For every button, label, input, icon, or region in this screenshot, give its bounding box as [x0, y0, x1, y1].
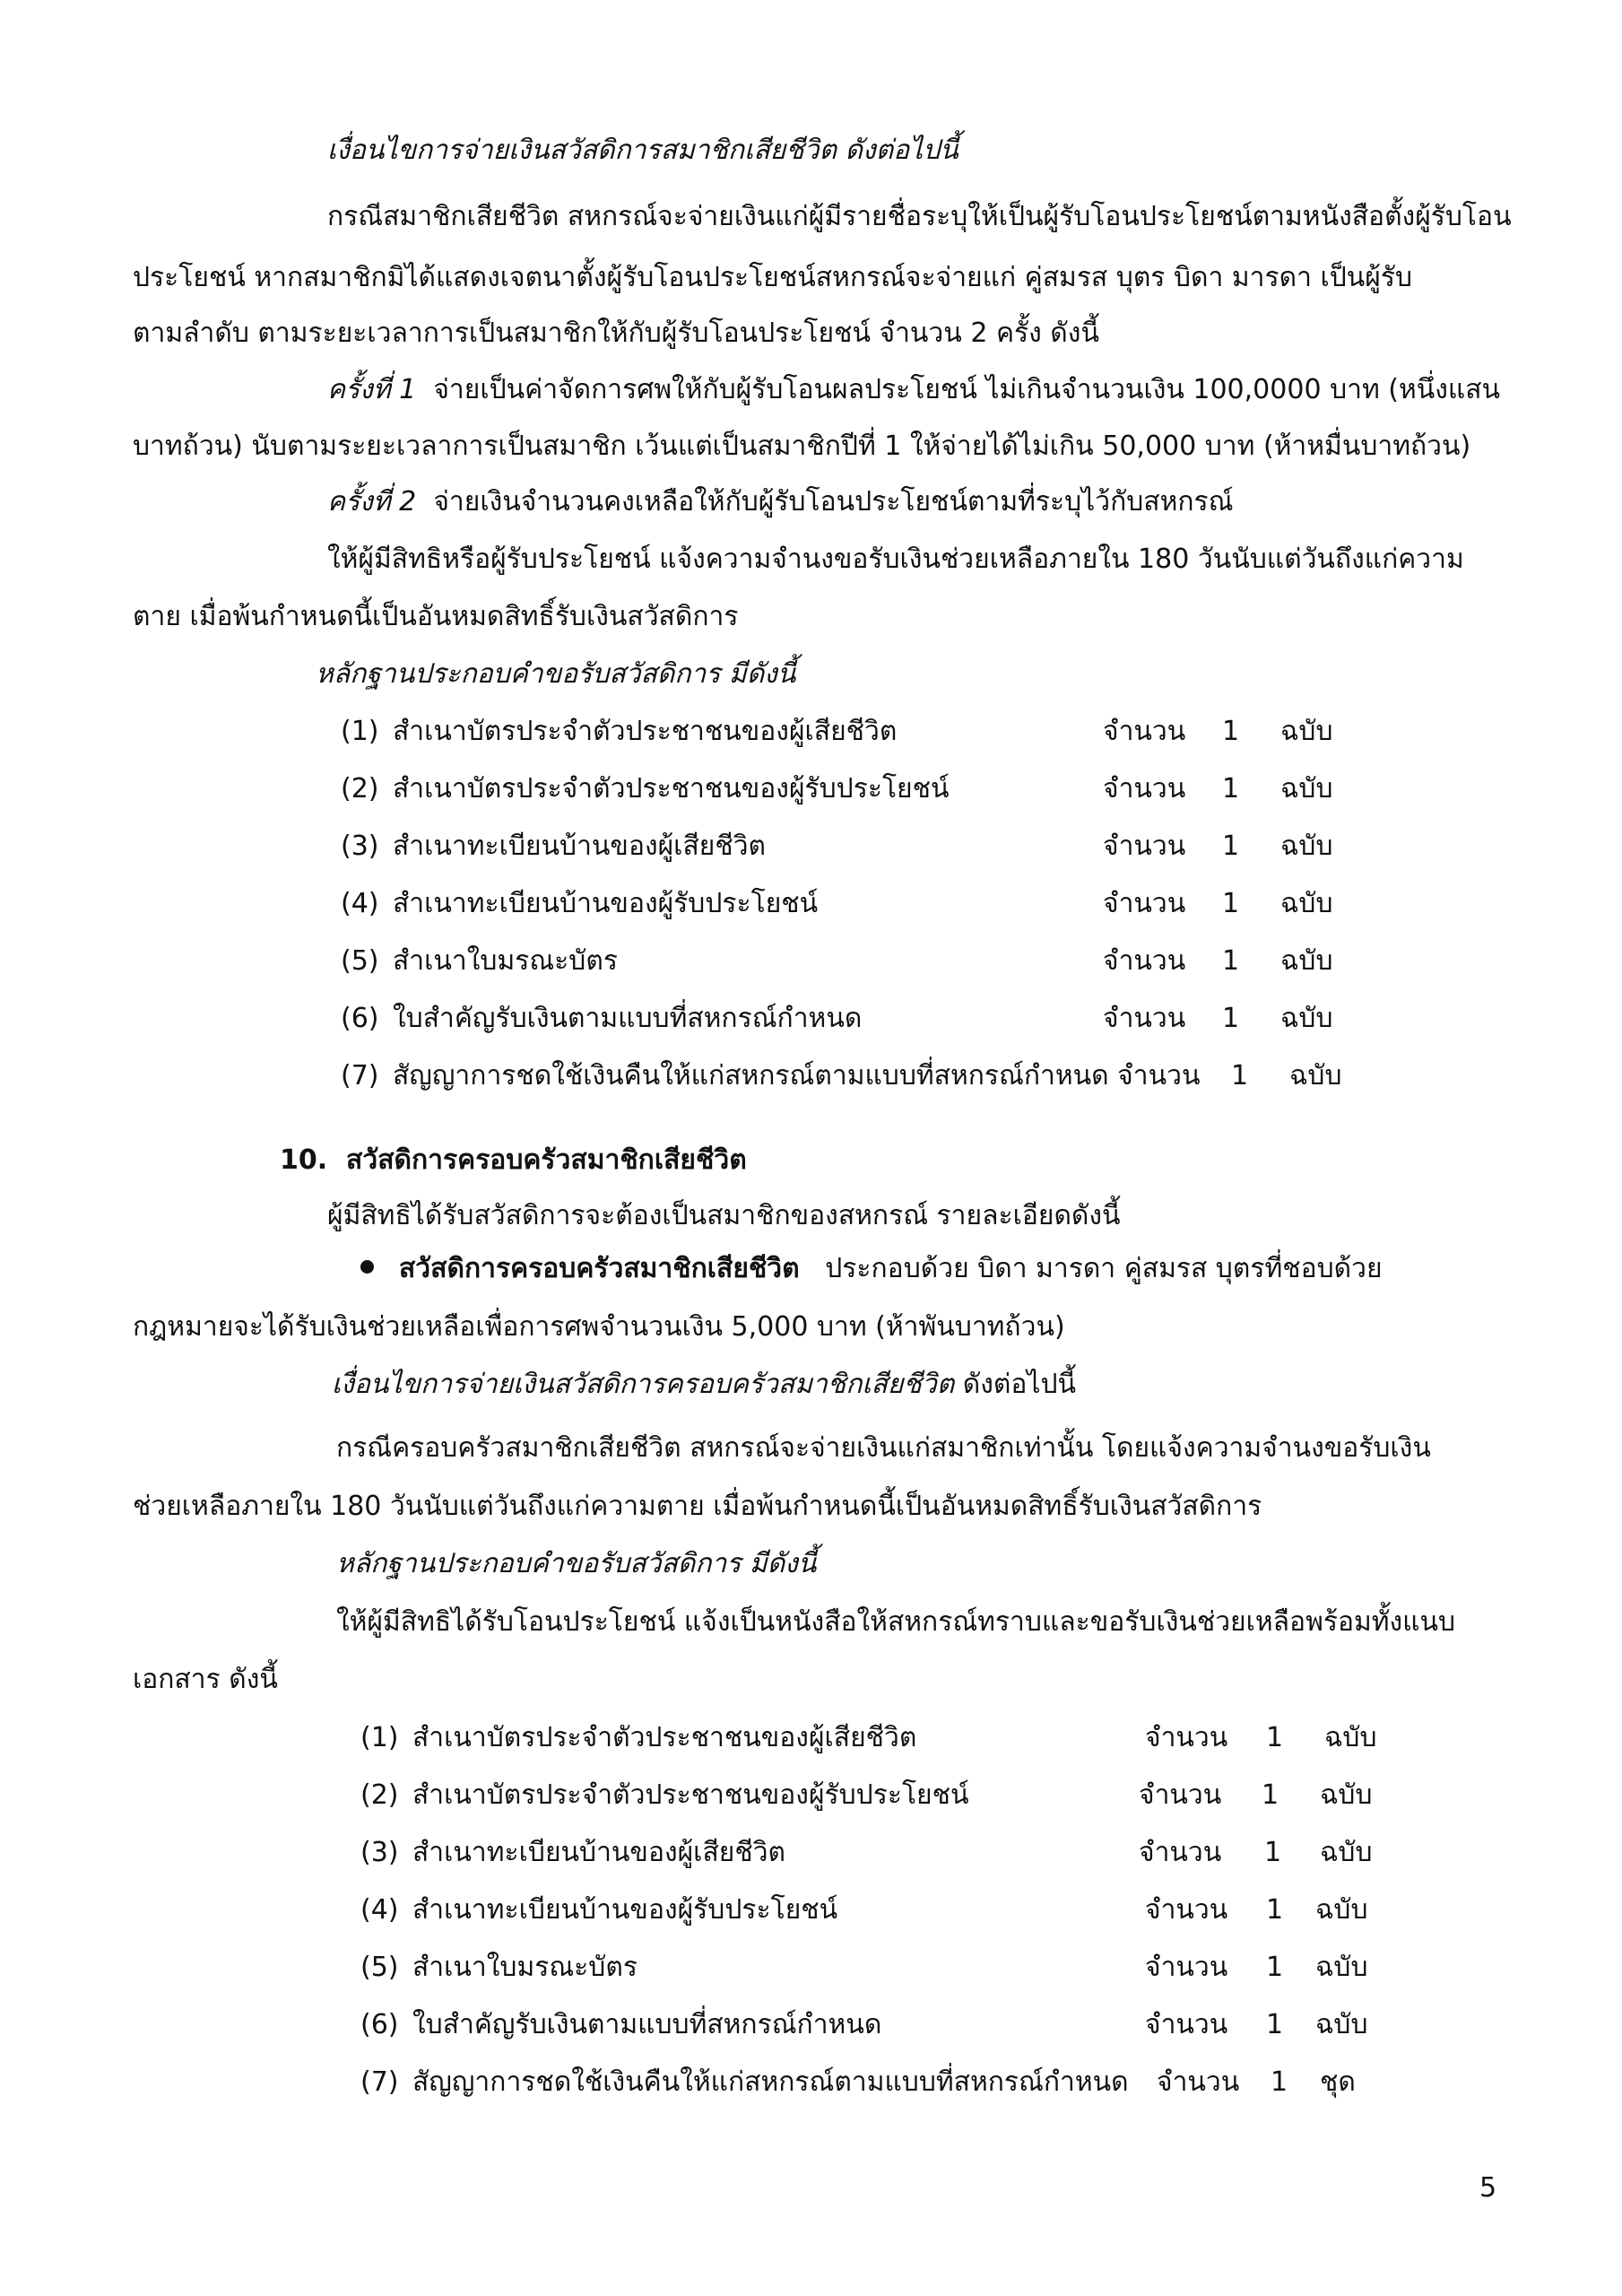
document-text: ใบสำคัญรับเงินตามแบบที่สหกรณ์กำหนด [393, 1003, 863, 1034]
quantity-value: 1 [1264, 1837, 1282, 1868]
document-number: (5) [360, 1952, 399, 1983]
document-text: สำเนาทะเบียนบ้านของผู้เสียชีวิต [412, 1837, 786, 1868]
section-10-intro: ผู้มีสิทธิได้รับสวัสดิการจะต้องเป็นสมาชิกของสหกรณ์ รายละเอียดดังนี้ [327, 1200, 1121, 1231]
quantity-unit: ฉบับ [1280, 831, 1333, 862]
quantity-label: จำนวน [1103, 773, 1186, 804]
bullet-icon [360, 1260, 374, 1274]
quantity-unit: ฉบับ [1320, 1837, 1373, 1868]
page-number: 5 [1479, 2172, 1497, 2204]
payment-time-2 [327, 484, 1233, 520]
bullet-bold-text: สวัสดิการครอบครัวสมาชิกเสียชีวิต [399, 1253, 800, 1284]
payment-time-2-label: ครั้งที่ 2 [327, 486, 417, 517]
quantity-value: 1 [1271, 2066, 1288, 2098]
family-condition-heading [332, 1367, 1076, 1403]
document-number: (2) [360, 1779, 399, 1811]
document-text: สัญญาการชดใช้เงินคืนให้แก่สหกรณ์ตามแบบที่สหกรณ์กำหนด [412, 2066, 1129, 2098]
paragraph-line: ตาย เมื่อพ้นกำหนดนี้เป็นอันหมดสิทธิ์รับเงินสวัสดิการ [133, 601, 739, 632]
quantity-value: 1 [1222, 773, 1240, 804]
document-text: สำเนาบัตรประจำตัวประชาชนของผู้เสียชีวิต [393, 716, 898, 747]
evidence-heading: หลักฐานประกอบคำขอรับสวัสดิการ มีดังนี้ [336, 1548, 817, 1579]
quantity-value: 1 [1222, 888, 1240, 919]
document-number: (6) [341, 1003, 379, 1034]
payment-time-1-continued: บาทถ้วน) นับตามระยะเวลาการเป็นสมาชิก เว้นแต่เป็นสมาชิกปีที่ 1 ให้จ่ายได้ไม่เกิน 50,000 บาท (ห้าหมื่นบาทถ้วน) [133, 430, 1471, 462]
document-number: (1) [341, 716, 379, 747]
document-text: สำเนาใบมรณะบัตร [412, 1952, 638, 1983]
quantity-value: 1 [1266, 1894, 1284, 1926]
document-number: (7) [360, 2066, 399, 2098]
document-number: (5) [341, 945, 379, 977]
quantity-label: จำนวน [1103, 831, 1186, 862]
document-text: สำเนาบัตรประจำตัวประชาชนของผู้เสียชีวิต [412, 1722, 917, 1753]
document-number: (7) [341, 1060, 379, 1091]
document-number: (3) [360, 1837, 399, 1868]
document-text: สัญญาการชดใช้เงินคืนให้แก่สหกรณ์ตามแบบที่สหกรณ์กำหนด จำนวน [393, 1060, 1201, 1091]
quantity-value: 1 [1222, 831, 1240, 862]
quantity-label: จำนวน [1145, 2009, 1228, 2040]
quantity-unit: ฉบับ [1320, 1779, 1373, 1811]
quantity-label: จำนวน [1157, 2066, 1240, 2098]
paragraph-line: ตามลำดับ ตามระยะเวลาการเป็นสมาชิกให้กับผู้รับโอนประโยชน์ จำนวน 2 ครั้ง ดังนี้ [133, 317, 1099, 349]
document-text: สำเนาทะเบียนบ้านของผู้รับประโยชน์ [412, 1894, 838, 1926]
paragraph-line: เอกสาร ดังนี้ [133, 1664, 278, 1695]
quantity-label: จำนวน [1145, 1894, 1228, 1926]
quantity-label: จำนวน [1145, 1952, 1228, 1983]
document-number: (6) [360, 2009, 399, 2040]
document-text: สำเนาบัตรประจำตัวประชาชนของผู้รับประโยชน์ [412, 1779, 969, 1811]
quantity-value: 1 [1262, 1779, 1279, 1811]
quantity-unit: ฉบับ [1280, 945, 1333, 977]
quantity-unit: ชุด [1320, 2066, 1356, 2098]
quantity-unit: ฉบับ [1280, 716, 1333, 747]
quantity-value: 1 [1231, 1060, 1249, 1091]
quantity-label: จำนวน [1103, 888, 1186, 919]
paragraph-line: ประโยชน์ หากสมาชิกมิได้แสดงเจตนาตั้งผู้รับโอนประโยชน์สหกรณ์จะจ่ายแก่ คู่สมรส บุตร บิดา มารดา เป็นผู้รับ [133, 262, 1412, 293]
section-10-heading [280, 1143, 747, 1178]
paragraph-line: ให้ผู้มีสิทธิได้รับโอนประโยชน์ แจ้งเป็นหนังสือให้สหกรณ์ทราบและขอรับเงินช่วยเหลือพร้อมทั้งแนบ [336, 1606, 1456, 1638]
quantity-value: 1 [1222, 1003, 1240, 1034]
document-text: สำเนาบัตรประจำตัวประชาชนของผู้รับประโยชน์ [393, 773, 950, 804]
document-text: สำเนาทะเบียนบ้านของผู้รับประโยชน์ [393, 888, 819, 919]
quantity-unit: ฉบับ [1315, 1952, 1368, 1983]
payment-time-1 [327, 372, 1500, 408]
document-number: (3) [341, 831, 379, 862]
quantity-unit: ฉบับ [1315, 2009, 1368, 2040]
quantity-unit: ฉบับ [1280, 888, 1333, 919]
family-condition-title: เงื่อนไขการจ่ายเงินสวัสดิการครอบครัวสมาชิกเสียชีวิต [332, 1369, 955, 1400]
quantity-label: จำนวน [1139, 1837, 1222, 1868]
quantity-unit: ฉบับ [1280, 773, 1333, 804]
document-text: สำเนาทะเบียนบ้านของผู้เสียชีวิต [393, 831, 767, 862]
evidence-heading: หลักฐานประกอบคำขอรับสวัสดิการ มีดังนี้ [316, 658, 796, 690]
quantity-value: 1 [1266, 1952, 1284, 1983]
document-text: ใบสำคัญรับเงินตามแบบที่สหกรณ์กำหนด [412, 2009, 882, 2040]
document-number: (2) [341, 773, 379, 804]
quantity-value: 1 [1222, 716, 1240, 747]
quantity-value: 1 [1266, 2009, 1284, 2040]
quantity-label: จำนวน [1103, 716, 1186, 747]
death-benefit-condition-heading: เงื่อนไขการจ่ายเงินสวัสดิการสมาชิกเสียชีวิต ดังต่อไปนี้ [327, 135, 958, 166]
paragraph-line: กรณีครอบครัวสมาชิกเสียชีวิต สหกรณ์จะจ่ายเงินแก่สมาชิกเท่านั้น โดยแจ้งความจำนงขอรับเงิน [336, 1432, 1431, 1464]
quantity-label: จำนวน [1103, 945, 1186, 977]
quantity-unit: ฉบับ [1289, 1060, 1342, 1091]
paragraph-line: กรณีสมาชิกเสียชีวิต สหกรณ์จะจ่ายเงินแก่ผู้มีรายชื่อระบุให้เป็นผู้รับโอนประโยชน์ตามหนังสือตั้งผู้รับโอน [327, 201, 1512, 232]
paragraph-line: ช่วยเหลือภายใน 180 วันนับแต่วันถึงแก่ความตาย เมื่อพ้นกำหนดนี้เป็นอันหมดสิทธิ์รับเงินสวัสดิการ [133, 1491, 1262, 1522]
quantity-label: จำนวน [1103, 1003, 1186, 1034]
document-number: (4) [360, 1894, 399, 1926]
document-text: สำเนาใบมรณะบัตร [393, 945, 618, 977]
bullet-continued: กฎหมายจะได้รับเงินช่วยเหลือเพื่อการศพจำนวนเงิน 5,000 บาท (ห้าพันบาทถ้วน) [133, 1311, 1065, 1343]
quantity-unit: ฉบับ [1280, 1003, 1333, 1034]
document-number: (4) [341, 888, 379, 919]
quantity-unit: ฉบับ [1324, 1722, 1377, 1753]
document-number: (1) [360, 1722, 399, 1753]
bullet-text: ประกอบด้วย บิดา มารดา คู่สมรส บุตรที่ชอบด้วย [825, 1253, 1383, 1284]
quantity-value: 1 [1266, 1722, 1284, 1753]
payment-time-2-text: จ่ายเงินจำนวนคงเหลือให้กับผู้รับโอนประโยชน์ตามที่ระบุไว้กับสหกรณ์ [433, 486, 1234, 517]
bullet-item [399, 1251, 1383, 1287]
payment-time-1-label: ครั้งที่ 1 [327, 374, 417, 405]
section-title: สวัสดิการครอบครัวสมาชิกเสียชีวิต [346, 1144, 747, 1176]
quantity-value: 1 [1222, 945, 1240, 977]
payment-time-1-text: จ่ายเป็นค่าจัดการศพให้กับผู้รับโอนผลประโยชน์ ไม่เกินจำนวนเงิน 100,0000 บาท (หนึ่งแสน [433, 374, 1501, 405]
quantity-unit: ฉบับ [1315, 1894, 1368, 1926]
paragraph-line: ให้ผู้มีสิทธิหรือผู้รับประโยชน์ แจ้งความจำนงขอรับเงินช่วยเหลือภายใน 180 วันนับแต่วันถึงแก่ความ [327, 544, 1464, 575]
family-condition-suffix: ดังต่อไปนี้ [962, 1369, 1077, 1400]
section-number: 10. [280, 1144, 328, 1176]
quantity-label: จำนวน [1145, 1722, 1228, 1753]
quantity-label: จำนวน [1139, 1779, 1222, 1811]
